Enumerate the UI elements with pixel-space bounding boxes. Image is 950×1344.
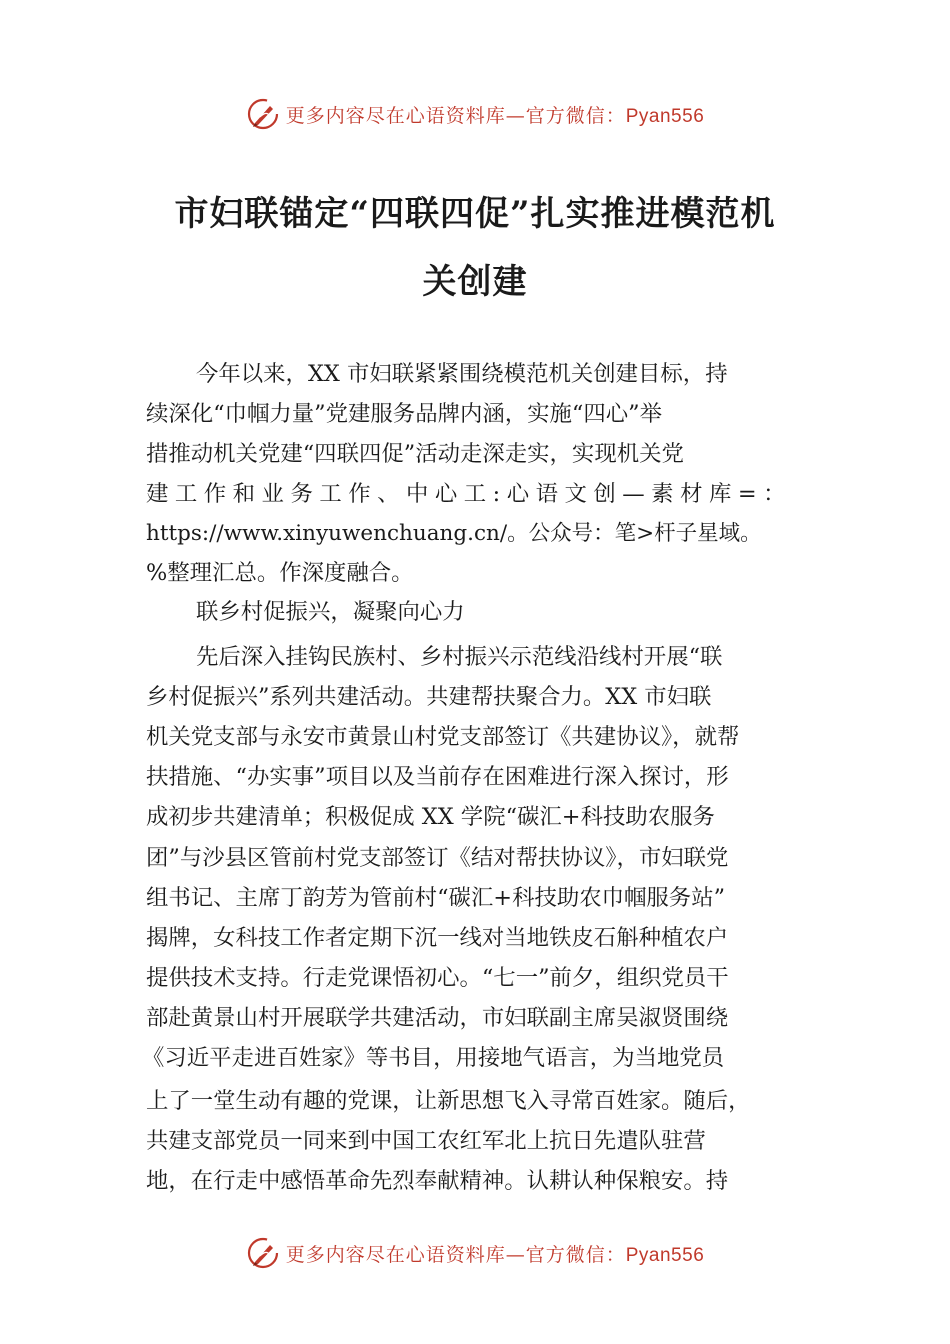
paragraph-line: 团”与沙县区管前村党支部签订《结对帮扶协议》，市妇联党 [146, 845, 729, 871]
paragraph-line: 今年以来，XX 市妇联紧紧围绕模范机关创建目标，持 [196, 361, 728, 387]
document-title-line-1: 市妇联锚定“四联四促”扎实推进模范机 [174, 194, 776, 234]
paragraph-line: 扶措施、“办实事”项目以及当前存在困难进行深入探讨，形 [146, 764, 729, 790]
paragraph-line: 《习近平走进百姓家》等书目，用接地气语言，为当地党员 [142, 1045, 725, 1071]
paragraph-line: 成初步共建清单；积极促成 XX 学院“碳汇+科技助农服务 [146, 804, 715, 830]
pen-logo-icon [246, 1236, 280, 1270]
paragraph-line: 共建支部党员一同来到中国工农红军北上抗日先遣队驻营 [146, 1128, 706, 1154]
document-title-line-2: 关创建 [422, 262, 528, 302]
paragraph-line: 措推动机关党建“四联四促”活动走深走实，实现机关党 [146, 441, 684, 467]
paragraph-line: 上了一堂生动有趣的党课，让新思想飞入寻常百姓家。随后， [146, 1088, 751, 1114]
footer-watermark [0, 1233, 950, 1273]
paragraph-line: %整理汇总。作深度融合。 [146, 560, 414, 586]
paragraph-line: 先后深入挂钩民族村、乡村振兴示范线沿线村开展“联 [196, 644, 723, 670]
paragraph-line: 部赴黄景山村开展联学共建活动，市妇联副主席吴淑贤围绕 [146, 1005, 729, 1031]
paragraph-line: 地，在行走中感悟革命先烈奉献精神。认耕认种保粮安。持 [146, 1168, 729, 1194]
paragraph-line: 揭牌，女科技工作者定期下沉一线对当地铁皮石斛种植农户 [146, 925, 729, 951]
paragraph-line: 建工作和业务工作、中心工:心语文创—素材库=： [146, 481, 793, 507]
paragraph-line: 提供技术支持。行走党课悟初心。“七一”前夕，组织党员干 [146, 965, 729, 991]
paragraph-line: 组书记、主席丁韵芳为管前村“碳汇+科技助农巾帼服务站” [146, 885, 726, 911]
watermark-text: 更多内容尽在心语资料库—官方微信：Pyan556 [285, 1243, 705, 1266]
watermark-text: 更多内容尽在心语资料库—官方微信：Pyan556 [285, 104, 705, 127]
pen-logo-icon [246, 97, 280, 131]
header-watermark [0, 94, 950, 134]
paragraph-line: 乡村促振兴”系列共建活动。共建帮扶聚合力。XX 市妇联 [146, 684, 712, 710]
paragraph-line: 机关党支部与永安市黄景山村党支部签订《共建协议》，就帮 [146, 724, 740, 750]
section-heading: 联乡村促振兴，凝聚向心力 [196, 599, 465, 625]
paragraph-line: 续深化“巾帼力量”党建服务品牌内涵，实施“四心”举 [146, 401, 662, 427]
paragraph-line-url: https://www.xinyuwenchuang.cn/。公众号：笔>杆子星域。 [146, 521, 762, 546]
